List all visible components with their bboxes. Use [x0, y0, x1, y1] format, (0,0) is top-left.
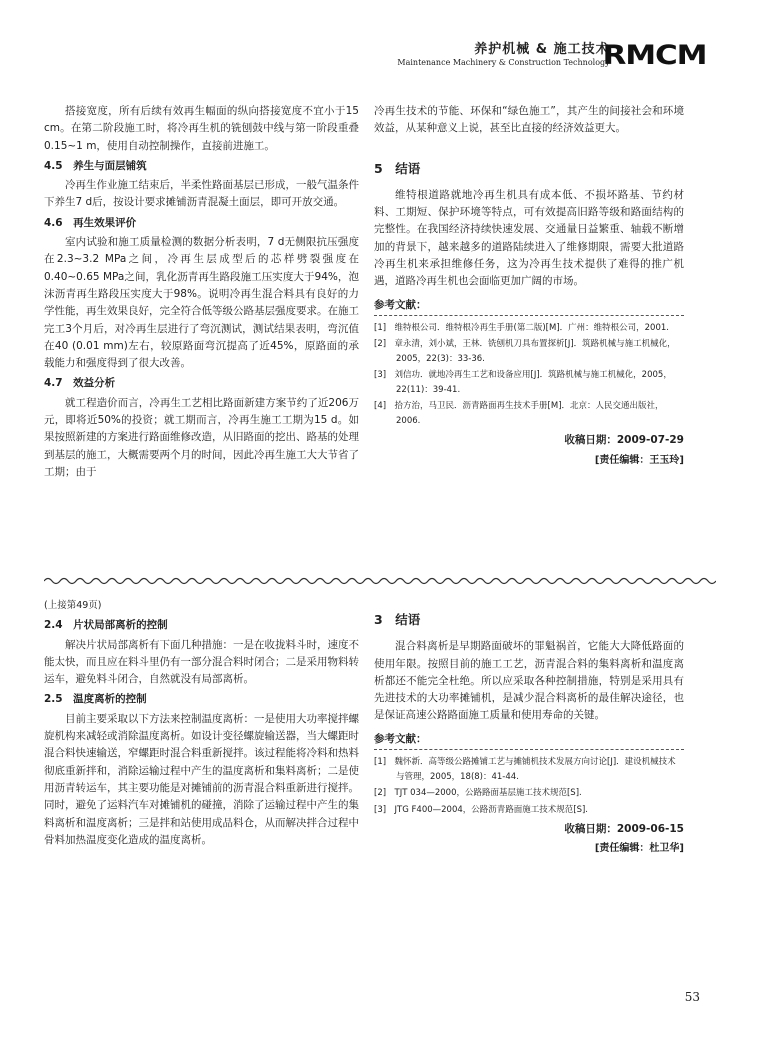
conclusion-heading: 3 结语 [374, 612, 421, 627]
editor-credit: [责任编辑：杜卫华] [594, 843, 684, 855]
reference-item: [4] 拾方治，马卫民．沥青路面再生技术手册[M]．北京：人民交通出版社，2006. [374, 401, 664, 426]
section-heading: 2.5 温度离析的控制 [44, 693, 147, 706]
paragraph: 室内试验和施工质量检测的数据分析表明，7 d无侧限抗压强度在2.3~3.2 MPa之间，冷再生层成型后的芯样劈裂强度在0.40~0.65 MPa之间，乳化沥青再生路段施工压实度大于94%，泡沫沥青再生路段压实度大于98%。说明冷再生混合料具有良好的力学性能，再生效果良好，完全符合低等级公路基层强度要求。在施工完工3个月后，对冷再生层进行了弯沉测试，测试结果表明，弯沉值在40 (0.01 mm)左右，较原路面弯沉提高了近45%，原路面的承载能力和强度得到了很大改善。 [44, 236, 359, 370]
reference-item: [2] 章永清，刘小斌，王林．铣刨机刀具布置探析[J]．筑路机械与施工机械化，2005，22(3)：33-36. [374, 339, 676, 364]
journal-en-title: Maintenance Machinery & Construction Technology [397, 58, 610, 67]
section-heading: 4.5 养生与面层铺筑 [44, 159, 147, 172]
top-right-column [374, 103, 684, 469]
paragraph: 冷再生作业施工结束后，半柔性路面基层已形成，一般气温条件下养生7 d后，按设计要求摊铺沥青混凝土面层，即可开放交通。 [44, 179, 359, 209]
reference-item: [1] 维特根公司．维特根冷再生手册(第二版)[M]．广州：维特根公司，2001. [374, 322, 669, 333]
section-heading: 4.6 再生效果评价 [44, 216, 137, 229]
wavy-divider [44, 575, 716, 587]
references-heading: 参考文献： [374, 731, 684, 750]
reference-item: [1] 魏怀新．高等级公路摊铺工艺与摊铺机技术发展方向讨论[J]．建设机械技术与管理，2005，18(8)：41-44. [374, 757, 676, 782]
received-date: 收稿日期：2009-07-29 [564, 434, 684, 447]
editor-credit: [责任编辑：王玉玲] [594, 454, 684, 466]
received-date: 收稿日期：2009-06-15 [564, 823, 684, 836]
section-heading: 4.7 效益分析 [44, 377, 116, 390]
paragraph: 混合料离析是早期路面破坏的罪魁祸首，它能大大降低路面的使用年限。按照目前的施工工艺，沥青混合料的集料离析和温度离析都还不能完全杜绝。所以应采取各种控制措施，特别是采用具有先进技术的大功率摊铺机，是减少混合料离析的最佳解决途径，也是保证高速公路路面施工质量和使用寿命的关键。 [374, 640, 684, 722]
paragraph: 解决片状局部离析有下面几种措施：一是在收拢料斗时，速度不能太快，而且应在料斗里仍有一部分混合料时闭合；二是采用物料转运车，避免料斗闭合，自然就没有局部离析。 [44, 638, 359, 686]
section-heading: 2.4 片状局部离析的控制 [44, 619, 168, 632]
paragraph: 维特根道路就地冷再生机具有成本低、不损坏路基、节约材料、工期短、保护环境等特点，可有效提高旧路等级和路面结构的完整性。在我国经济持续快速发展、交通量日益繁重、轴载不断增加的背景下，越来越多的道路陆续进入了维修期限，需要大批道路冷再生机来承担维修任务，这为冷再生技术提供了难得的推广机遇，道路冷再生机也会面临更加广阔的市场。 [374, 188, 684, 288]
page-number: 53 [684, 990, 700, 1004]
conclusion-heading: 5 结语 [374, 160, 421, 176]
top-left-column [44, 103, 359, 481]
references-heading: 参考文献： [374, 297, 684, 316]
journal-header [397, 40, 706, 71]
paragraph: 搭接宽度，所有后续有效再生幅面的纵向搭接宽度不宜小于15 cm。在第二阶段施工时，将冷再生机的铣刨鼓中线与第一阶段重叠0.15~1 m，使用自动控制操作，直接前进施工。 [44, 105, 359, 152]
paragraph: 目前主要采取以下方法来控制温度离析：一是使用大功率搅拌螺旋机构来减轻或消除温度离析。如设计变径螺旋输送器，当大螺距时混合料快速输送，窄螺距时混合料重新搅拌。该过程能将冷料和热料彻底重新拌和，消除运输过程中产生的温度离析和集料离析；二是使用沥青转运车，其主要功能是对摊铺前的沥青混合料重新进行搅拌。同时，避免了运料汽车对摊铺机的碰撞，消除了运输过程中产生的集料离析和温度离析；三是拌和站使用成品料仓，从而解决拌合过程中骨料加热温度变化造成的温度离析。 [44, 712, 359, 846]
continued-note: (上接第49页) [44, 600, 102, 611]
reference-item: [2] TJT 034—2000，公路路面基层施工技术规范[S]. [374, 788, 582, 799]
paragraph: 冷再生技术的节能、环保和“绿色施工”，其产生的间接社会和环境效益，从某种意义上说，甚至比直接的经济效益更大。 [374, 105, 684, 135]
paragraph: 就工程造价而言，冷再生工艺相比路面新建方案节约了近206万元，即将近50%的投资；就工期而言，冷再生施工工期为15 d。如果按照新建的方案进行路面维修改造，从旧路面的挖出、路基的处理到基层的施工，大概需要两个月的时间，因此冷再生施工大大节省了工期；由于 [44, 396, 359, 478]
bottom-left-column [44, 597, 359, 849]
reference-item: [3] JTG F400—2004，公路沥青路面施工技术规范[S]. [374, 804, 589, 815]
journal-cn-title: 养护机械 & 施工技术 [474, 42, 610, 57]
bottom-right-column [374, 597, 684, 858]
reference-item: [3] 刘信功．就地冷再生工艺和设备应用[J]．筑路机械与施工机械化，2005，22(11)：39-41. [374, 370, 672, 395]
journal-logo: RMCM [602, 40, 706, 71]
